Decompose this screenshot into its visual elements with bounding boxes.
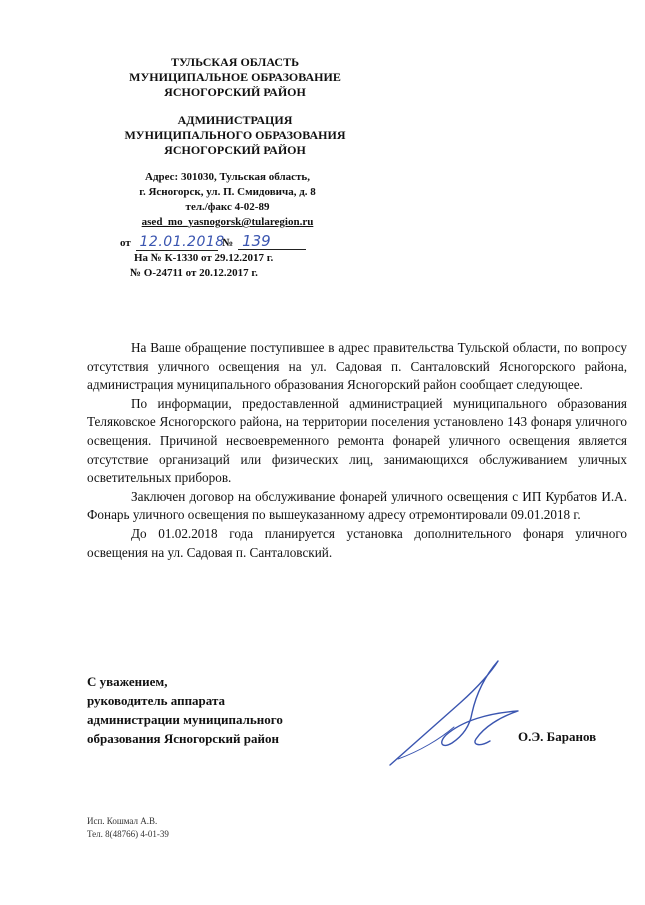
executor-phone: Тел. 8(48766) 4-01-39: [87, 829, 169, 839]
region-line: МУНИЦИПАЛЬНОЕ ОБРАЗОВАНИЕ: [129, 70, 341, 84]
body-paragraph: Заключен договор на обслуживание фонарей уличного освещения с ИП Курбатов И.А. Фонарь уличного освещения по вышеуказанному адресу отремонтировали 09.01.2018 г.: [87, 488, 627, 523]
address-block: [100, 170, 355, 230]
outgoing-date-row: [120, 234, 320, 251]
body-paragraph: На Ваше обращение поступившее в адрес правительства Тульской области, по вопросу отсутствия уличного освещения на ул. Садовая п. Санталовский Ясногорского района, администрация муниципального образования Ясногорский район сообщает следующее.: [87, 340, 627, 393]
body-paragraph: До 01.02.2018 года планируется установка дополнительного фонаря уличного освещения на ул. Садовая п. Санталовский.: [87, 525, 627, 560]
administration-header: [90, 113, 380, 158]
signer-name: О.Э. Баранов: [518, 729, 597, 744]
admin-line: МУНИЦИПАЛЬНОГО ОБРАЗОВАНИЯ: [124, 128, 346, 142]
admin-line: АДМИНИСТРАЦИЯ: [177, 113, 293, 127]
incoming-reference-2: № О-24711 от 20.12.2017 г.: [130, 267, 258, 279]
email-link[interactable]: ased_mo_yasnogorsk@tularegion.ru: [141, 216, 314, 228]
incoming-reference-1: На № К-1330 от 29.12.2017 г.: [134, 252, 274, 264]
executor-info: [87, 815, 169, 841]
outgoing-reference: [120, 234, 320, 281]
phone-fax: тел./факс 4-02-89: [185, 201, 270, 213]
address-line: г. Ясногорск, ул. П. Смидовича, д. 8: [139, 186, 316, 198]
closing-block: [87, 672, 387, 748]
closing-line: образования Ясногорский район: [87, 731, 279, 746]
region-line: ТУЛЬСКАЯ ОБЛАСТЬ: [170, 55, 300, 69]
region-header: [90, 55, 380, 100]
date-prefix: от: [120, 237, 131, 249]
executor-name: Исп. Кошмал А.В.: [87, 816, 158, 826]
body-paragraph: По информации, предоставленной администрацией муниципального образования Теляковское Ясногорского района, на территории поселения установлено 143 фонаря уличного освещения. Причиной несвоевременного ремонта фонарей уличного освещения является отсутствие организаций или физических лиц, занимающихся обслуживанием уличных осветительных приборов.: [87, 395, 627, 486]
number-prefix: №: [222, 237, 234, 249]
handwritten-date: 12.01.2018: [136, 235, 218, 251]
letter-body: [87, 339, 627, 562]
closing-line: администрации муниципального: [87, 712, 283, 727]
handwritten-signature: [380, 655, 530, 775]
admin-line: ЯСНОГОРСКИЙ РАЙОН: [164, 143, 306, 157]
closing-line: С уважением,: [87, 674, 168, 689]
handwritten-number: 139: [238, 234, 306, 250]
address-line: Адрес: 301030, Тульская область,: [145, 171, 310, 183]
closing-line: руководитель аппарата: [87, 693, 225, 708]
region-line: ЯСНОГОРСКИЙ РАЙОН: [164, 85, 306, 99]
